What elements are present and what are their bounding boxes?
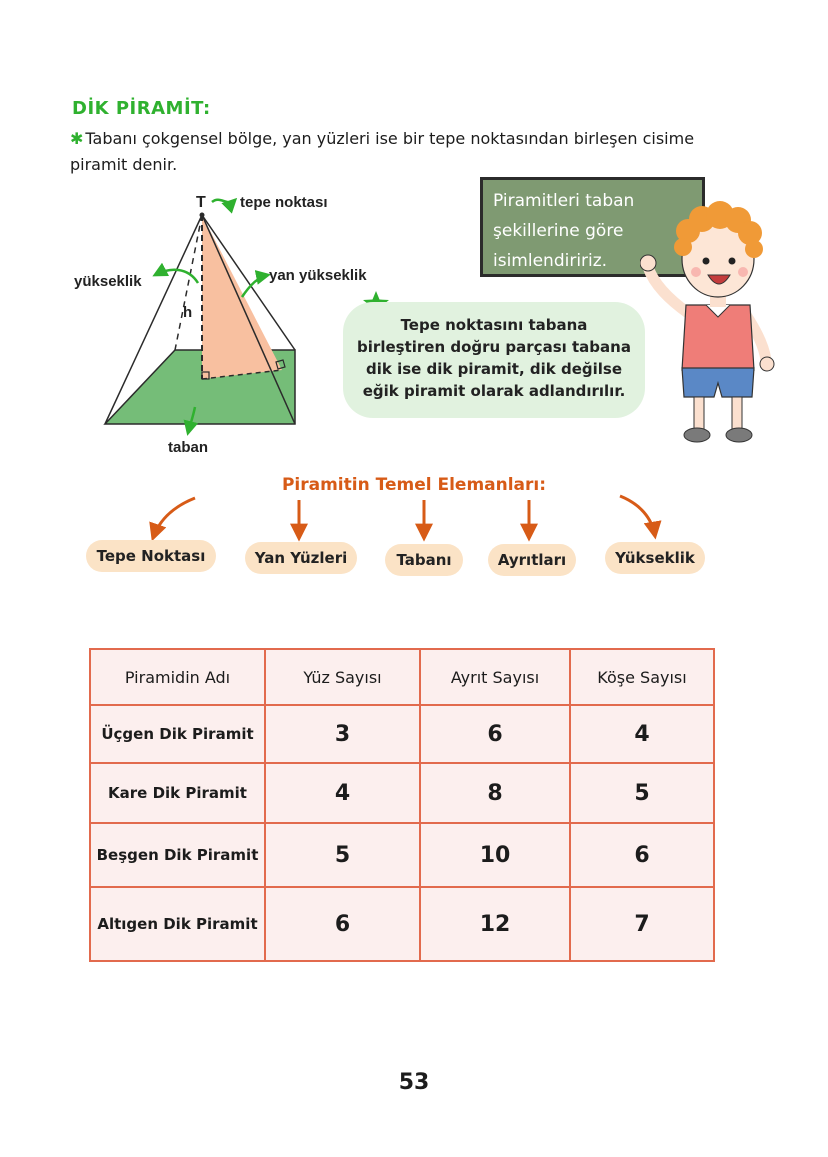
arrow-icon (153, 498, 195, 538)
arrow-icon (620, 496, 655, 536)
column-header: Yüz Sayısı (265, 649, 420, 705)
bullet-icon: ✱ (70, 129, 84, 148)
edge-count-cell: 10 (420, 823, 570, 887)
pyramid-name-cell: Beşgen Dik Piramit (90, 823, 265, 887)
element-pill-tepe-noktasi: Tepe Noktası (86, 540, 216, 572)
edge-count-cell: 8 (420, 763, 570, 823)
h-letter: h (183, 304, 193, 321)
boy-illustration (640, 175, 780, 450)
column-header: Piramidin Adı (90, 649, 265, 705)
face-count-cell: 4 (265, 763, 420, 823)
table-header-row (90, 649, 714, 705)
vertex-count-cell: 6 (570, 823, 714, 887)
height-arrow-icon (155, 270, 198, 283)
element-pill-yan-yuzleri: Yan Yüzleri (245, 542, 357, 574)
info-bubble-text: Tepe noktasını tabana birleştiren doğru parçası tabana dik ise dik piramit, dik değilse eğik piramit olarak adlandırılır. (357, 316, 631, 400)
vertex-count-cell: 4 (570, 705, 714, 763)
column-header: Ayrıt Sayısı (420, 649, 570, 705)
table-row (90, 705, 714, 763)
apex-letter: T (196, 194, 206, 211)
vertex-count-cell: 5 (570, 763, 714, 823)
element-pill-ayritlari: Ayrıtları (488, 544, 576, 576)
face-count-cell: 5 (265, 823, 420, 887)
info-bubble (343, 302, 645, 418)
vertex-count-cell: 7 (570, 887, 714, 961)
base-label: taban (168, 439, 209, 456)
slant-label: yan yükseklik (269, 267, 367, 284)
element-pill-tabani: Tabanı (385, 544, 463, 576)
face-count-cell: 6 (265, 887, 420, 961)
elements-title: Piramitin Temel Elemanları: (281, 475, 547, 495)
chalkboard-text: Piramitleri taban şekillerine göre isimlendiririz. (493, 191, 635, 271)
element-pill-yukseklik: Yükseklik (605, 542, 705, 574)
height-label: yükseklik (74, 273, 142, 290)
table-row (90, 823, 714, 887)
table-row (90, 763, 714, 823)
column-header: Köşe Sayısı (570, 649, 714, 705)
pyramid-name-cell: Altıgen Dik Piramit (90, 887, 265, 961)
intro-paragraph (70, 126, 750, 178)
apex-arrow-icon (212, 200, 235, 203)
table-row (90, 887, 714, 961)
pyramid-table (89, 648, 715, 962)
face-count-cell: 3 (265, 705, 420, 763)
pyramid-name-cell: Kare Dik Piramit (90, 763, 265, 823)
apex-point (200, 213, 205, 218)
edge-count-cell: 6 (420, 705, 570, 763)
pyramid-name-cell: Üçgen Dik Piramit (90, 705, 265, 763)
page-title: DİK PİRAMİT: (72, 98, 211, 119)
intro-text: Tabanı çokgensel bölge, yan yüzleri ise bir tepe noktasından birleşen cisime piramit denir. (70, 129, 695, 174)
boy-figure (640, 201, 774, 442)
apex-label: tepe noktası (240, 194, 328, 211)
page-number: 53 (398, 1070, 430, 1095)
edge-count-cell: 12 (420, 887, 570, 961)
